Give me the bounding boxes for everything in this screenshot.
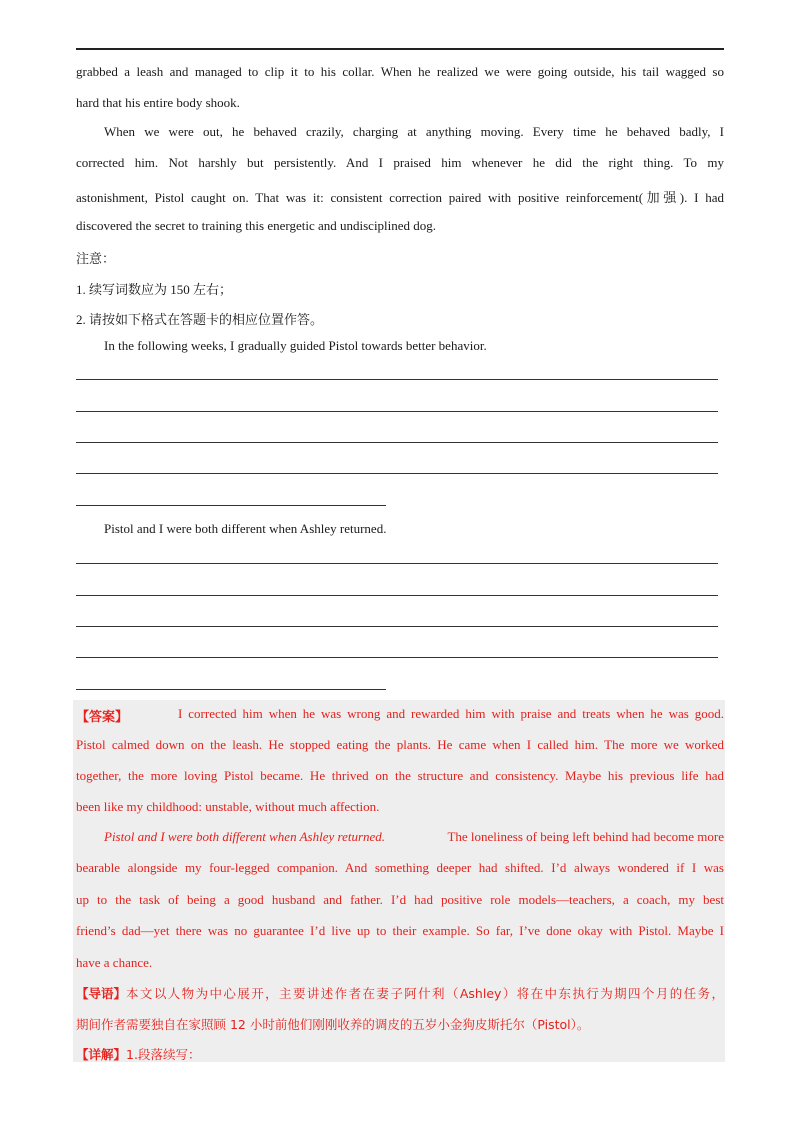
writing-line [76,473,718,474]
writing-line [76,657,718,658]
passage-line: astonishment, Pistol caught on. That was it: consistent correction paired with positive reinforcement(加强). I had [76,190,724,205]
answer-text: friend’s dad—yet there was no guarantee I’d live up to their example. So far, I’ve done okay with Pistol. Maybe I [76,923,724,938]
guide-label: 【导语】 [76,986,127,1001]
answer-prompt-italic: Pistol and I were both different when Ashley returned. [104,829,386,844]
answer-text: The loneliness of being left behind had become more [447,829,724,844]
writing-line [76,505,386,506]
writing-line [76,379,718,380]
writing-line [76,411,718,412]
answer-label: 【答案】 [76,710,129,725]
guide-text: 期间作者需要独自在家照顾 12 小时前他们刚刚收养的调皮的五岁小金狗皮斯托尔（Pistol）。 [76,1017,590,1032]
header-rule [76,48,724,50]
detail-text: 1.段落续写： [126,1047,201,1062]
answer-text: bearable alongside my four-legged companion. And something deeper had shifted. I’d always wondered if I was [76,860,724,875]
answer-text: together, the more loving Pistol became. He thrived on the structure and consistency. Maybe his previous life had [76,768,724,783]
detail-line [76,1045,200,1063]
answer-text: up to the task of being a good husband and father. I’d had positive role models—teachers, a coach, my best [76,892,724,907]
passage-line: corrected him. Not harshly but persistently. And I praised him whenever he did the right thing. To my [76,155,724,170]
guide-text: 本文以人物为中心展开，主要讲述作者在妻子阿什利（Ashley）将在中东执行为期四个月的任务， [126,986,724,1001]
notes-item: 1. 续写词数应为 150 左右； [76,282,233,297]
passage-line: grabbed a leash and managed to clip it to his collar. When he realized we were going outside, his tail wagged so [76,64,724,79]
writing-prompt-2: Pistol and I were both different when Ashley returned. [104,521,387,536]
notes-item: 2. 请按如下格式在答题卡的相应位置作答。 [76,312,324,327]
answer-text: been like my childhood: unstable, without much affection. [76,799,380,814]
writing-line [76,563,718,564]
answer-background [73,700,725,1062]
writing-prompt-1: In the following weeks, I gradually guided Pistol towards better behavior. [104,338,487,353]
writing-line [76,689,386,690]
passage-line: hard that his entire body shook. [76,95,240,110]
answer-text: Pistol calmed down on the leash. He stopped eating the plants. He came when I called him. The more we worked [76,737,724,752]
passage-line: discovered the secret to training this energetic and undisciplined dog. [76,218,437,233]
notes-heading: 注意： [76,252,116,267]
detail-label: 【详解】 [76,1047,127,1062]
guide-first-line [76,984,724,1002]
answer-first-line [76,706,724,725]
passage-line: When we were out, he behaved crazily, charging at anything moving. Every time he behaved badly, I [104,124,724,139]
answer-text: I corrected him when he was wrong and rewarded him with praise and treats when he was good. [178,706,724,721]
writing-line [76,595,718,596]
answer-second-para [104,829,724,845]
writing-line [76,442,718,443]
writing-line [76,626,718,627]
answer-text: have a chance. [76,955,153,970]
